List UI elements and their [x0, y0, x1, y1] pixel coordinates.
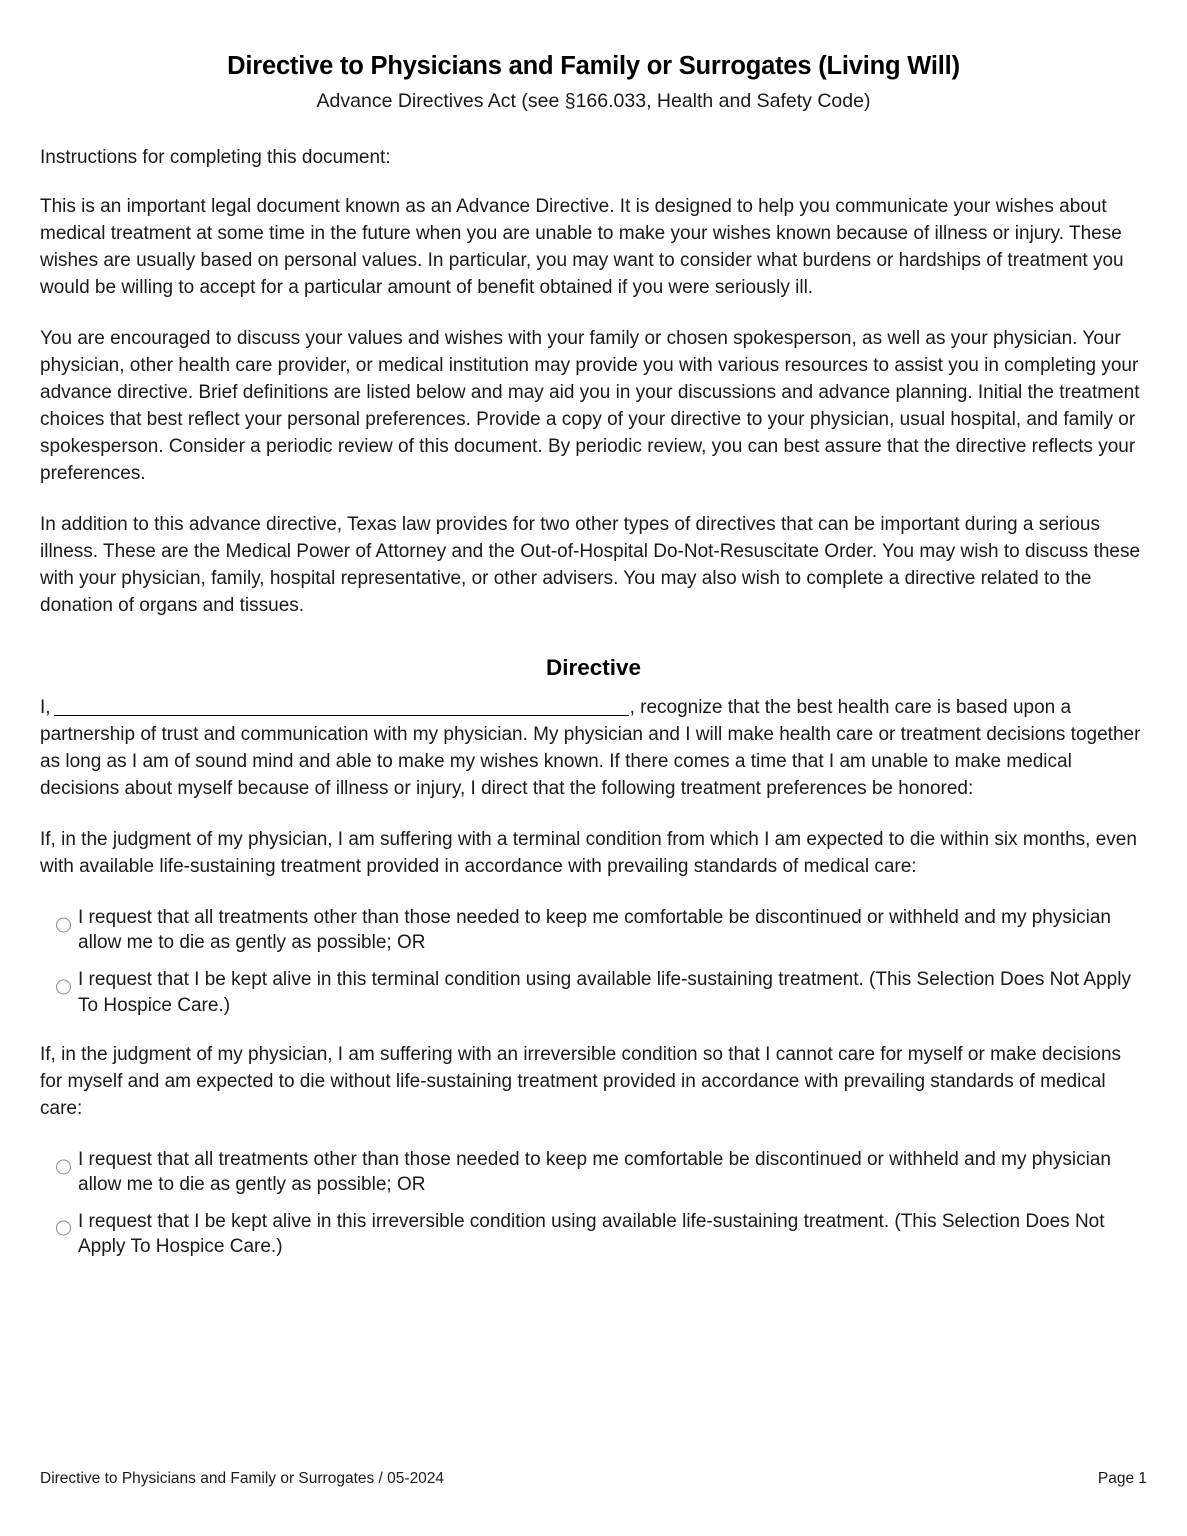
irreversible-option-2[interactable]: [40, 1197, 1147, 1260]
instructions-paragraph-3: In addition to this advance directive, Texas law provides for two other types of directives that can be important during a serious illness. These are the Medical Power of Attorney and the Out-of-Hospital Do-Not-Resuscitate Order. You may wish to discuss these with your physician, family, hospital representative, or other advisers. You may also wish to complete a directive related to the donation of organs and tissues.: [40, 514, 1141, 616]
terminal-option-1-label: I request that all treatments other than those needed to keep me comfortable be discontinued or withheld and my physician allow me to die as gently as possible; OR: [78, 906, 1111, 953]
radio-button-icon[interactable]: [56, 917, 71, 932]
directive-intro-suffix: , recognize that the best health care is based upon a partnership of trust and communication with my physician. My physician and I will make health care or treatment decisions together as long as I am of sound mind and able to make my wishes known. If there comes a time that I am unable to make medical decisions about myself because of illness or injury, I direct that the following treatment preferences be honored:: [40, 696, 1141, 799]
radio-button-icon[interactable]: [56, 979, 71, 994]
radio-button-icon[interactable]: [56, 1159, 71, 1174]
page-footer: [40, 1470, 1147, 1488]
footer-document-reference: Directive to Physicians and Family or Surrogates / 05-2024: [40, 1470, 445, 1487]
irreversible-condition-options: [40, 1123, 1147, 1260]
irreversible-option-2-label: I request that I be kept alive in this irreversible condition using available life-sustaining treatment. (This Selection Does Not Apply To Hospice Care.): [78, 1211, 1105, 1258]
page-title: Directive to Physicians and Family or Surrogates (Living Will): [227, 52, 960, 80]
directive-section-heading: Directive: [545, 654, 642, 680]
instructions-label: Instructions for completing this document:: [40, 146, 391, 168]
terminal-option-1[interactable]: [40, 895, 1147, 956]
radio-button-icon[interactable]: [56, 1221, 71, 1236]
declarant-name-field[interactable]: [54, 695, 629, 716]
terminal-option-2-label: I request that I be kept alive in this terminal condition using available life-sustaining treatment. (This Selection Does Not Apply To Hospice Care.): [78, 969, 1131, 1016]
instructions-paragraph-1: This is an important legal document known as an Advance Directive. It is designed to help you communicate your wishes about medical treatment at some time in the future when you are unable to make your wishes known because of illness or injury. These wishes are usually based on personal values. In particular, you may want to consider what burdens or hardships of treatment you would be willing to accept for a particular amount of benefit obtained if you were seriously ill.: [40, 196, 1124, 299]
page-subtitle: Advance Directives Act (see §166.033, Health and Safety Code): [316, 90, 871, 113]
instructions-paragraph-2: You are encouraged to discuss your values and wishes with your family or chosen spokesperson, as well as your physician. Your physician, other health care provider, or medical institution may provide you with various resources to assist you in completing your advance directive. Brief definitions are listed below and may aid you in your discussions and advance planning. Initial the treatment choices that best reflect your personal preferences. Provide a copy of your directive to your physician, usual hospital, and family or spokesperson. Consider a periodic review of this document. By periodic review, you can best assure that the directive reflects your preferences.: [40, 328, 1140, 485]
terminal-condition-paragraph: If, in the judgment of my physician, I am suffering with a terminal condition from which I am expected to die within six months, even with available life-sustaining treatment provided in accordance with prevailing standards of medical care:: [40, 828, 1137, 877]
directive-intro-prefix: I,: [40, 696, 51, 718]
irreversible-option-1[interactable]: [40, 1137, 1147, 1198]
irreversible-condition-paragraph: If, in the judgment of my physician, I am suffering with an irreversible condition so that I cannot care for myself or make decisions for myself and am expected to die without life-sustaining treatment provided in accordance with prevailing standards of medical care:: [40, 1043, 1122, 1119]
footer-page-number: Page 1: [1097, 1470, 1147, 1487]
document-content: [40, 0, 1147, 1260]
irreversible-option-1-label: I request that all treatments other than those needed to keep me comfortable be discontinued or withheld and my physician allow me to die as gently as possible; OR: [78, 1148, 1111, 1195]
directive-intro-paragraph: [40, 681, 1147, 803]
terminal-condition-options: [40, 881, 1147, 1018]
terminal-option-2[interactable]: [40, 955, 1147, 1018]
